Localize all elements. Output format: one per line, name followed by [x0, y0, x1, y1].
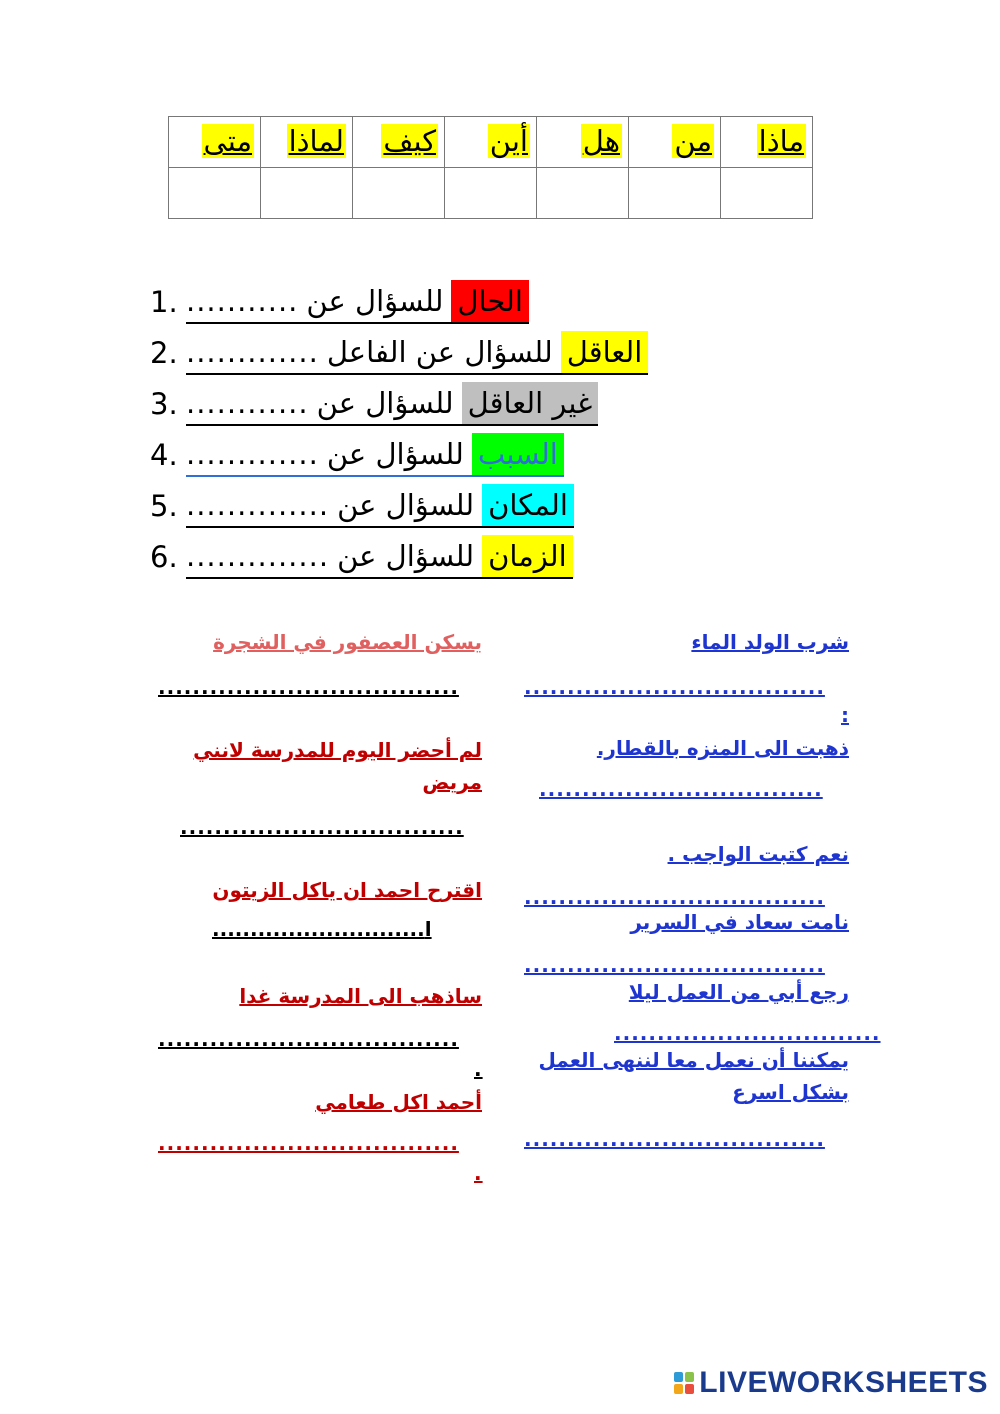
question-highlight: الحال — [451, 280, 529, 322]
answer-drop-cell[interactable] — [353, 168, 445, 219]
question-text — [186, 484, 574, 528]
question-line — [150, 276, 648, 327]
question-highlight: غير العاقل — [462, 382, 599, 424]
question-prefix: للسؤال عن — [337, 487, 475, 522]
answer-drop-cell[interactable] — [721, 168, 813, 219]
answer-suffix-left-4: . — [474, 1057, 483, 1081]
sentence-right-6: يمكننا أن نعمل معا لننهى العمل بشكل اسرع — [538, 1048, 849, 1104]
answer-blank-right-5[interactable]: ............................... — [614, 1021, 881, 1045]
answer-blank[interactable]: .............. — [186, 538, 330, 573]
question-line — [150, 531, 648, 582]
question-number: 2. — [150, 335, 178, 370]
question-word: هل — [582, 124, 620, 159]
question-word: لماذا — [288, 124, 344, 159]
logo-square — [674, 1384, 683, 1394]
answer-drop-cell[interactable] — [537, 168, 629, 219]
answer-blank[interactable]: ........... — [186, 283, 299, 318]
question-number: 6. — [150, 539, 178, 574]
table-cell — [721, 117, 813, 168]
answer-drop-cell[interactable] — [261, 168, 353, 219]
logo-text: LIVEWORKSHEETS — [699, 1366, 988, 1399]
question-list — [150, 276, 648, 582]
question-word: كيف — [383, 124, 436, 159]
answer-drop-cell[interactable] — [169, 168, 261, 219]
question-word: متى — [203, 124, 252, 159]
question-line — [150, 429, 648, 480]
sentence-left-1: يسكن العصفور في الشجرة — [213, 630, 482, 654]
answer-blank-right-2[interactable]: ................................. — [539, 777, 823, 801]
question-word: من — [674, 124, 712, 159]
answer-blank-left-1[interactable]: ................................... — [158, 675, 459, 699]
answer-blank[interactable]: .............. — [186, 487, 330, 522]
question-word: أين — [489, 124, 528, 159]
question-text — [186, 535, 573, 579]
logo-mark-icon — [674, 1372, 694, 1394]
question-prefix: للسؤال عن — [337, 538, 475, 573]
logo-square — [685, 1372, 694, 1382]
question-text — [186, 382, 598, 426]
answer-blank-left-2[interactable]: ................................. — [180, 815, 464, 839]
table-cell — [629, 117, 721, 168]
question-word: ماذا — [758, 124, 804, 159]
answer-blank-left-3[interactable]: ............................ — [212, 917, 425, 941]
question-line — [150, 327, 648, 378]
table-cell — [537, 117, 629, 168]
sentence-right-2-colon: : — [841, 703, 849, 727]
answer-suffix-left-5: . — [474, 1161, 483, 1185]
question-line — [150, 378, 648, 429]
answer-drop-cell[interactable] — [629, 168, 721, 219]
answer-blank-left-5[interactable]: ................................... — [158, 1131, 459, 1155]
question-number: 5. — [150, 488, 178, 523]
sentence-right-3: نعم كتبت الواجب . — [667, 842, 849, 866]
answer-blank-right-1[interactable]: ................................... — [524, 675, 825, 699]
logo-square — [674, 1372, 683, 1382]
table-cell — [445, 117, 537, 168]
question-number: 4. — [150, 437, 178, 472]
question-highlight: العاقل — [561, 331, 649, 373]
answer-blank[interactable]: ............. — [186, 436, 319, 471]
question-prefix: للسؤال عن — [306, 283, 444, 318]
question-number: 3. — [150, 386, 178, 421]
answer-blank[interactable]: ............ — [186, 385, 309, 420]
question-text — [186, 280, 529, 324]
sentence-right-1: شرب الولد الماء — [691, 630, 849, 654]
table-cell — [261, 117, 353, 168]
table-cell — [353, 117, 445, 168]
sentence-left-3: اقترح احمد ان ياكل الزيتون — [212, 878, 482, 902]
sentence-right-5: رجع أبي من العمل ليلا — [628, 980, 849, 1004]
question-words-row — [169, 117, 813, 168]
question-prefix: للسؤال عن الفاعل — [326, 334, 553, 369]
answer-blank-right-6[interactable]: ................................... — [524, 1127, 825, 1151]
question-highlight: الزمان — [482, 535, 573, 577]
logo-square — [685, 1384, 694, 1394]
answer-suffix-left-3: ا — [424, 917, 432, 941]
question-number: 1. — [150, 284, 178, 319]
sentence-right-2: ذهبت الى المنزه بالقطار. — [596, 736, 849, 760]
question-highlight: السبب — [472, 433, 564, 475]
question-text — [186, 331, 648, 375]
question-text — [186, 433, 564, 477]
answer-blank-right-3[interactable]: ................................... — [524, 885, 825, 909]
question-prefix: للسؤال عن — [326, 436, 464, 471]
answer-row — [169, 168, 813, 219]
sentence-left-2: لم أحضر اليوم للمدرسة لانني مريض — [193, 738, 482, 794]
answer-blank[interactable]: ............. — [186, 334, 319, 369]
question-prefix: للسؤال عن — [316, 385, 454, 420]
answer-blank-left-4[interactable]: ................................... — [158, 1027, 459, 1051]
question-line — [150, 480, 648, 531]
sentence-left-4: ساذهب الى المدرسة غدا — [239, 984, 482, 1008]
liveworksheets-logo — [674, 1366, 988, 1400]
sentence-left-5: أحمد اكل طعامي — [315, 1090, 482, 1114]
question-highlight: المكان — [482, 484, 574, 526]
answer-line-left-3 — [212, 918, 432, 940]
answer-drop-cell[interactable] — [445, 168, 537, 219]
table-cell — [169, 117, 261, 168]
question-words-table — [168, 116, 813, 219]
answer-blank-right-4[interactable]: ................................... — [524, 953, 825, 977]
sentence-right-4: نامت سعاد في السرير — [630, 910, 849, 934]
